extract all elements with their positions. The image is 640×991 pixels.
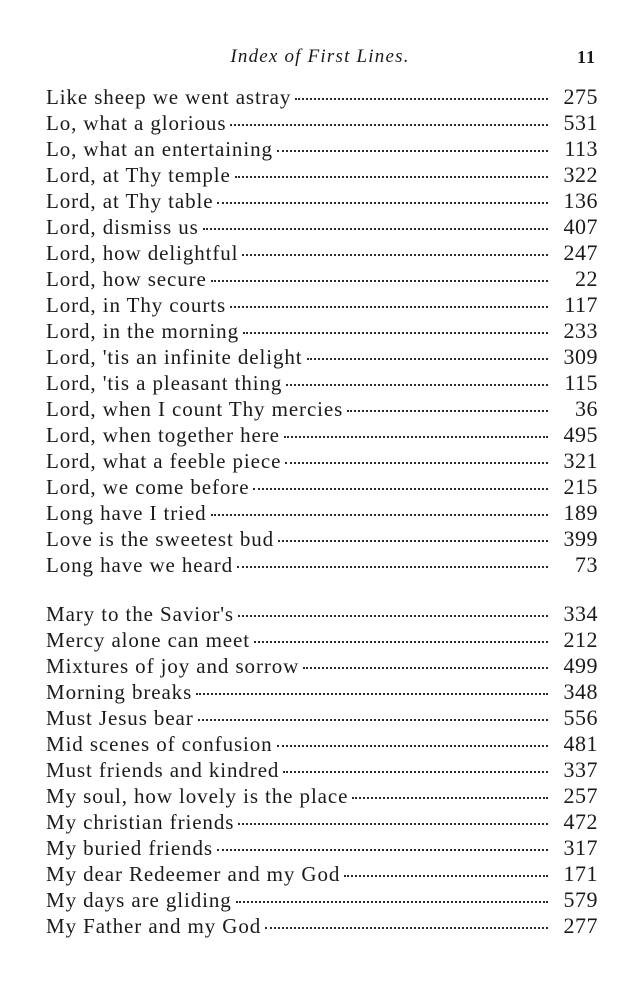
first-line: Mary to the Savior's bbox=[46, 602, 235, 626]
index-entry bbox=[46, 835, 598, 861]
dot-leader bbox=[347, 410, 548, 412]
dot-leader bbox=[344, 875, 548, 877]
hymn-number: 22 bbox=[575, 266, 598, 291]
dot-leader bbox=[230, 124, 548, 126]
first-line: Lord, 'tis a pleasant thing bbox=[46, 371, 283, 395]
dot-leader bbox=[238, 823, 548, 825]
first-line: Lord, how secure bbox=[46, 267, 207, 291]
index-entry bbox=[46, 474, 598, 500]
index-entry bbox=[46, 861, 598, 887]
hymn-number: 257 bbox=[563, 783, 598, 808]
page-number: 11 bbox=[576, 47, 596, 67]
hymn-number: 233 bbox=[563, 318, 598, 343]
first-line: Lord, how delightful bbox=[46, 241, 239, 265]
first-line: Long have I tried bbox=[46, 501, 207, 525]
index-entry bbox=[46, 757, 598, 783]
first-line: Lord, at Thy table bbox=[46, 189, 214, 213]
hymn-number: 113 bbox=[564, 136, 598, 161]
first-line: Lord, in the morning bbox=[46, 319, 239, 343]
dot-leader bbox=[265, 927, 548, 929]
hymn-number: 337 bbox=[563, 757, 598, 782]
index-entry bbox=[46, 188, 598, 214]
index-entry bbox=[46, 526, 598, 552]
dot-leader bbox=[277, 745, 548, 747]
dot-leader bbox=[303, 667, 548, 669]
dot-leader bbox=[307, 358, 549, 360]
first-line: Lo, what a glorious bbox=[46, 111, 227, 135]
index-entry bbox=[46, 887, 598, 913]
hymn-number: 212 bbox=[563, 627, 598, 652]
dot-leader bbox=[352, 797, 548, 799]
dot-leader bbox=[230, 306, 548, 308]
index-entry bbox=[46, 601, 598, 627]
first-line: Must friends and kindred bbox=[46, 758, 280, 782]
dot-leader bbox=[217, 849, 548, 851]
index-section-l bbox=[46, 84, 598, 578]
dot-leader bbox=[277, 150, 548, 152]
index-entry bbox=[46, 731, 598, 757]
hymn-number: 277 bbox=[563, 913, 598, 938]
hymn-number: 115 bbox=[564, 370, 598, 395]
index-entry bbox=[46, 370, 598, 396]
dot-leader bbox=[253, 488, 548, 490]
first-line: Lord, dismiss us bbox=[46, 215, 199, 239]
dot-leader bbox=[217, 202, 548, 204]
dot-leader bbox=[211, 280, 548, 282]
hymn-number: 171 bbox=[563, 861, 598, 886]
dot-leader bbox=[243, 332, 548, 334]
index-entry bbox=[46, 84, 598, 110]
index-entry bbox=[46, 344, 598, 370]
index-entry bbox=[46, 913, 598, 939]
hymn-number: 481 bbox=[563, 731, 598, 756]
index-entry bbox=[46, 136, 598, 162]
index-entry bbox=[46, 240, 598, 266]
index-entry bbox=[46, 552, 598, 578]
hymn-number: 579 bbox=[563, 887, 598, 912]
first-line: Must Jesus bear bbox=[46, 706, 194, 730]
first-line: My buried friends bbox=[46, 836, 213, 860]
dot-leader bbox=[196, 693, 548, 695]
hymn-number: 472 bbox=[563, 809, 598, 834]
index-entry bbox=[46, 627, 598, 653]
hymn-number: 275 bbox=[563, 84, 598, 109]
index-entry bbox=[46, 679, 598, 705]
dot-leader bbox=[284, 436, 548, 438]
first-line: My soul, how lovely is the place bbox=[46, 784, 349, 808]
index-entry bbox=[46, 214, 598, 240]
dot-leader bbox=[198, 719, 548, 721]
page-header bbox=[0, 46, 640, 74]
first-line: Lo, what an entertaining bbox=[46, 137, 273, 161]
index-entry bbox=[46, 500, 598, 526]
dot-leader bbox=[211, 514, 549, 516]
hymn-number: 499 bbox=[563, 653, 598, 678]
first-line: Lord, at Thy temple bbox=[46, 163, 231, 187]
hymn-number: 495 bbox=[563, 422, 598, 447]
dot-leader bbox=[295, 98, 548, 100]
first-line: My Father and my God bbox=[46, 914, 262, 938]
dot-leader bbox=[242, 254, 548, 256]
first-line: Mixtures of joy and sorrow bbox=[46, 654, 300, 678]
hymn-number: 73 bbox=[575, 552, 598, 577]
hymn-number: 117 bbox=[564, 292, 598, 317]
index-section-m bbox=[46, 601, 598, 939]
first-line: Lord, we come before bbox=[46, 475, 250, 499]
index-entry bbox=[46, 448, 598, 474]
hymn-number: 321 bbox=[563, 448, 598, 473]
hymn-number: 556 bbox=[563, 705, 598, 730]
dot-leader bbox=[203, 228, 548, 230]
index-entry bbox=[46, 653, 598, 679]
index-entry bbox=[46, 266, 598, 292]
index-entry bbox=[46, 705, 598, 731]
first-line: Mercy alone can meet bbox=[46, 628, 250, 652]
index-entry bbox=[46, 292, 598, 318]
first-line: Love is the sweetest bud bbox=[46, 527, 275, 551]
first-line: Morning breaks bbox=[46, 680, 193, 704]
first-line: Lord, in Thy courts bbox=[46, 293, 227, 317]
hymn-number: 334 bbox=[563, 601, 598, 626]
hymn-number: 136 bbox=[563, 188, 598, 213]
dot-leader bbox=[236, 901, 548, 903]
first-line: Lord, what a feeble piece bbox=[46, 449, 282, 473]
dot-leader bbox=[278, 540, 548, 542]
hymn-number: 309 bbox=[563, 344, 598, 369]
index-entry bbox=[46, 318, 598, 344]
first-line: My days are gliding bbox=[46, 888, 232, 912]
hymn-number: 215 bbox=[563, 474, 598, 499]
dot-leader bbox=[235, 176, 548, 178]
index-entry bbox=[46, 422, 598, 448]
hymn-number: 348 bbox=[563, 679, 598, 704]
dot-leader bbox=[283, 771, 548, 773]
hymn-number: 189 bbox=[563, 500, 598, 525]
first-line: Mid scenes of confusion bbox=[46, 732, 273, 756]
first-line: Lord, when together here bbox=[46, 423, 280, 447]
first-line: My dear Redeemer and my God bbox=[46, 862, 341, 886]
hymn-number: 531 bbox=[563, 110, 598, 135]
first-line: Lord, 'tis an infinite delight bbox=[46, 345, 303, 369]
first-line: Long have we heard bbox=[46, 553, 234, 577]
first-line: Lord, when I count Thy mercies bbox=[46, 397, 344, 421]
hymn-number: 36 bbox=[575, 396, 598, 421]
first-line: My christian friends bbox=[46, 810, 235, 834]
hymn-number: 407 bbox=[563, 214, 598, 239]
index-entry bbox=[46, 110, 598, 136]
hymn-number: 322 bbox=[563, 162, 598, 187]
index-entry bbox=[46, 396, 598, 422]
index-entry bbox=[46, 809, 598, 835]
running-title: Index of First Lines. bbox=[230, 46, 410, 67]
dot-leader bbox=[254, 641, 548, 643]
dot-leader bbox=[238, 615, 548, 617]
hymn-number: 399 bbox=[563, 526, 598, 551]
hymn-number: 247 bbox=[563, 240, 598, 265]
index-entry bbox=[46, 783, 598, 809]
index-entry bbox=[46, 162, 598, 188]
dot-leader bbox=[285, 462, 548, 464]
first-line: Like sheep we went astray bbox=[46, 85, 292, 109]
hymn-number: 317 bbox=[563, 835, 598, 860]
dot-leader bbox=[286, 384, 548, 386]
dot-leader bbox=[237, 566, 548, 568]
